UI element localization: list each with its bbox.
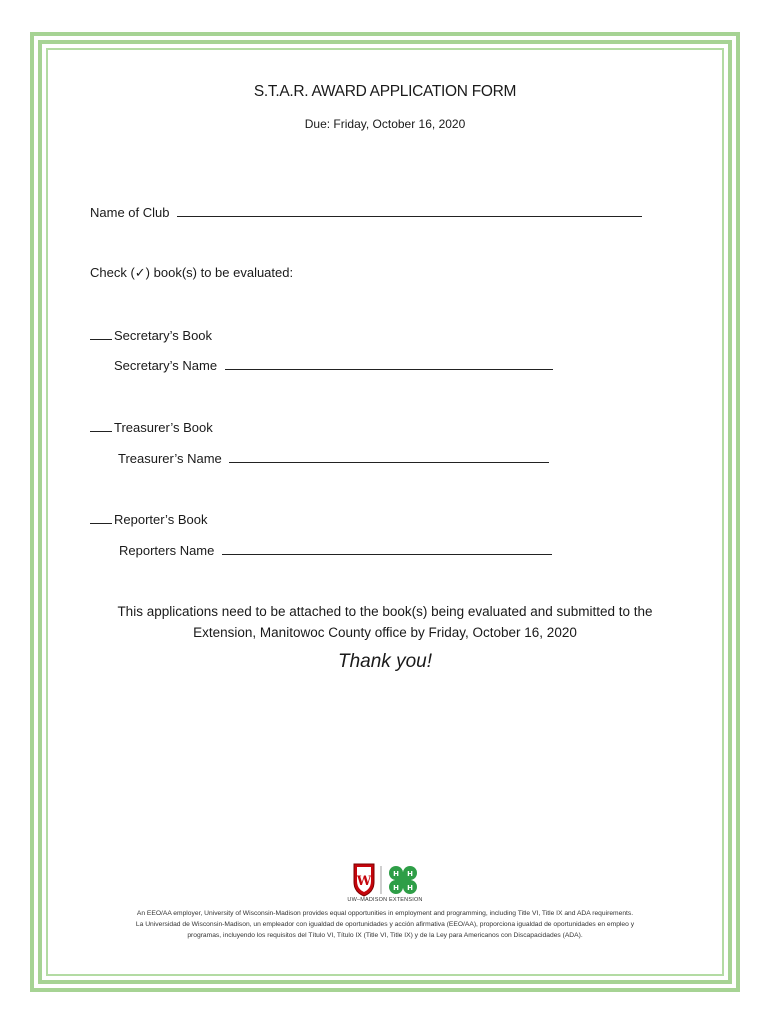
svg-text:H: H: [407, 870, 413, 878]
svg-text:H: H: [407, 884, 413, 892]
secretary-book-checkbox[interactable]: [90, 327, 112, 340]
reporter-book-row: [90, 511, 207, 527]
club-name-row: [90, 204, 642, 220]
secretary-name-field[interactable]: [225, 357, 553, 370]
treasurer-book-label: Treasurer’s Book: [114, 420, 213, 435]
submission-note-line-1: This applications need to be attached to the book(s) being evaluated and submitted to the: [117, 604, 653, 619]
treasurer-book-checkbox[interactable]: [90, 419, 112, 432]
reporter-book-checkbox[interactable]: [90, 511, 112, 524]
svg-text:H: H: [393, 870, 399, 878]
eeo-disclaimer: [60, 908, 710, 941]
treasurer-name-field[interactable]: [229, 450, 549, 463]
treasurer-name-row: [118, 450, 549, 466]
due-date: Due: Friday, October 16, 2020: [304, 117, 466, 131]
treasurer-book-row: [90, 419, 213, 435]
uw-extension-logo-text: UW–MADISON EXTENSION: [347, 897, 423, 903]
reporter-name-row: [119, 542, 552, 558]
club-name-field[interactable]: [177, 204, 642, 217]
reporter-name-label: Reporters Name: [119, 543, 215, 558]
secretary-book-row: [90, 327, 212, 343]
four-h-clover-icon: [389, 866, 417, 894]
svg-text:W: W: [356, 874, 372, 889]
reporter-book-label: Reporter’s Book: [114, 512, 208, 527]
disclaimer-line-2: La Universidad de Wisconsin-Madison, un empleador con igualdad de oportunidades y acción afirmativa (EEO/AA), proporciona igualdad de oportunidades en empleo y: [135, 921, 635, 928]
club-name-label: Name of Club: [90, 205, 170, 220]
thank-you: Thank you!: [338, 651, 432, 672]
uw-crest-icon: [354, 864, 374, 896]
form-title: S.T.A.R. AWARD APPLICATION FORM: [253, 83, 517, 100]
disclaimer-line-1: An EEO/AA employer, University of Wisconsin-Madison provides equal opportunities in employment and programming, including Title VI, Title IX and ADA requirements.: [136, 910, 634, 917]
reporter-name-field[interactable]: [222, 542, 552, 555]
secretary-name-row: [114, 357, 553, 373]
secretary-name-label: Secretary’s Name: [114, 358, 218, 373]
svg-text:H: H: [393, 884, 399, 892]
disclaimer-line-3: programas, incluyendo los requisitos del Título VI, Título IX (Title VI, Title IX) y de la Ley para Americanos con Discapacidades (ADA).: [187, 932, 583, 939]
treasurer-name-label: Treasurer’s Name: [118, 451, 222, 466]
secretary-book-label: Secretary’s Book: [114, 328, 213, 343]
submission-note-line-2: Extension, Manitowoc County office by Friday, October 16, 2020: [193, 625, 577, 640]
check-instruction: Check (✓) book(s) to be evaluated:: [90, 265, 294, 280]
logo-graphic: [340, 862, 430, 898]
